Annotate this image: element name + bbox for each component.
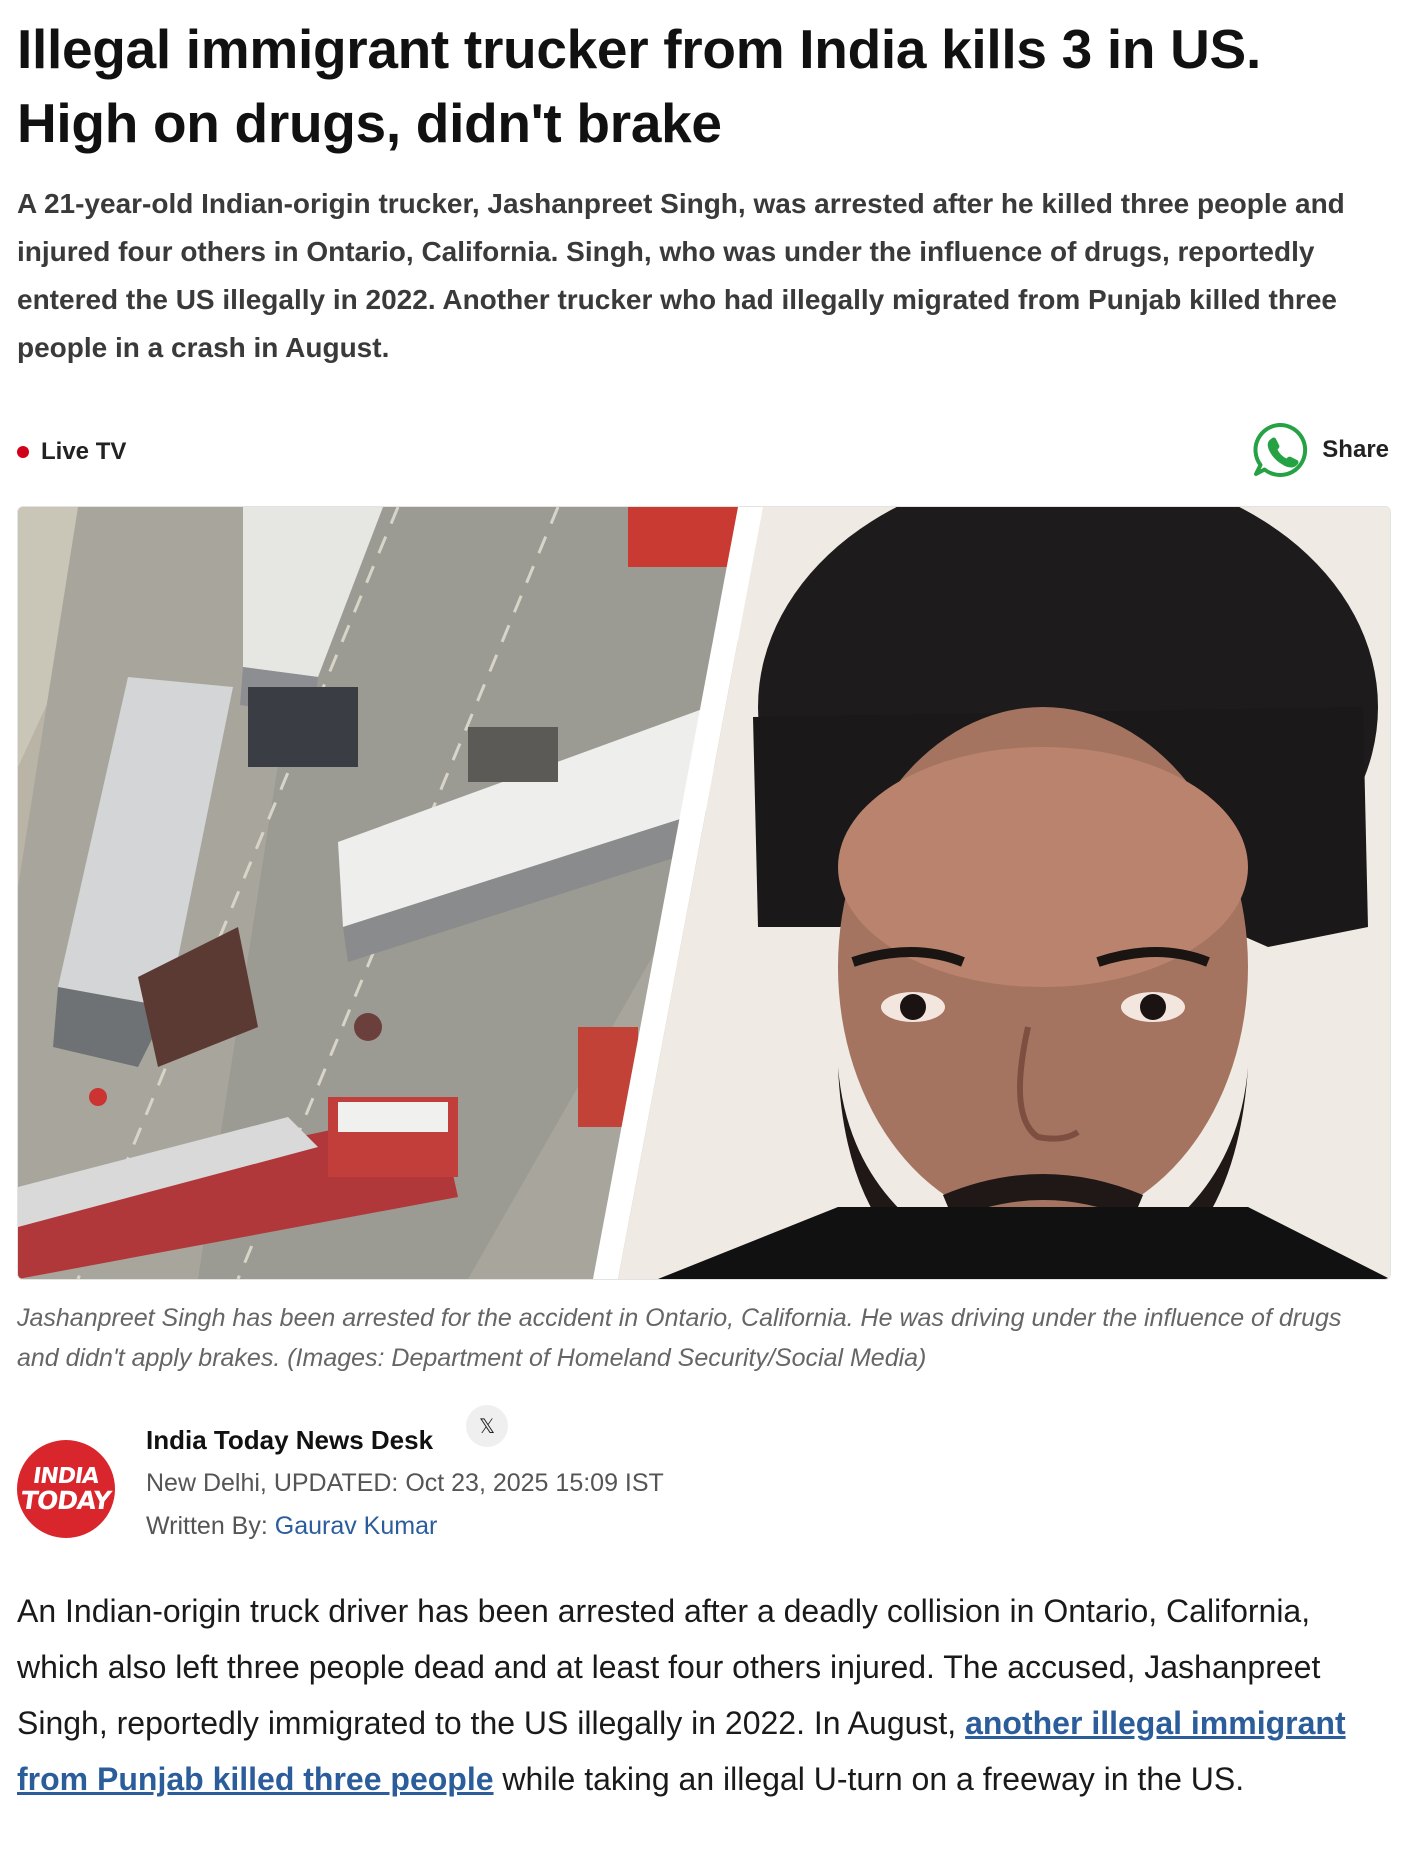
image-caption: Jashanpreet Singh has been arrested for the accident in Ontario, California. He was driving under the influence of drugs and didn't apply brakes. (Images: Department of Homeland Security/Social Media) — [17, 1304, 1342, 1372]
share-button[interactable] — [1250, 420, 1389, 480]
byline — [17, 1405, 1389, 1555]
india-today-logo[interactable] — [17, 1440, 115, 1538]
written-by — [146, 1512, 437, 1541]
author-link[interactable]: Gaurav Kumar — [274, 1512, 438, 1540]
live-tv-link[interactable] — [17, 438, 126, 466]
x-twitter-icon[interactable]: 𝕏 — [466, 1405, 508, 1447]
written-by-label: Written By: — [146, 1512, 275, 1540]
logo-line-today: TODAY — [19, 1486, 113, 1515]
logo-line-india: INDIA — [31, 1464, 101, 1489]
related-story-link[interactable]: another illegal immigrant from Punjab killed three people — [17, 1705, 1346, 1797]
body-text-start: An Indian-origin truck driver has been arrested after a deadly collision in Ontario, California, which also left three people dead and at least four others injured. The accused, Jashanpreet Singh, reportedly immigrated to the US illegally in 2022. In August, — [17, 1593, 1321, 1741]
hero-image — [17, 506, 1391, 1280]
news-desk-name[interactable]: India Today News Desk — [146, 1425, 434, 1455]
body-text-end: while taking an illegal U-turn on a freeway in the US. — [493, 1761, 1245, 1797]
article-summary: A 21-year-old Indian-origin trucker, Jashanpreet Singh, was arrested after he killed three people and injured four others in Ontario, California. Singh, who was under the influence of drugs, reportedly entered the US illegally in 2022. Another trucker who had illegally migrated from Punjab killed three people in a crash in August. — [17, 188, 1345, 363]
dateline: New Delhi, UPDATED: Oct 23, 2025 15:09 IST — [146, 1469, 664, 1497]
headline: Illegal immigrant trucker from India kills 3 in US. High on drugs, didn't brake — [17, 18, 1261, 154]
live-tv-label: Live TV — [41, 438, 127, 465]
article-body-paragraph — [17, 1583, 1389, 1807]
article-toolbar — [17, 420, 1389, 484]
share-label: Share — [1322, 436, 1389, 463]
whatsapp-icon — [1250, 420, 1310, 480]
hero-photo — [18, 507, 1390, 1279]
live-dot-icon — [17, 446, 29, 458]
